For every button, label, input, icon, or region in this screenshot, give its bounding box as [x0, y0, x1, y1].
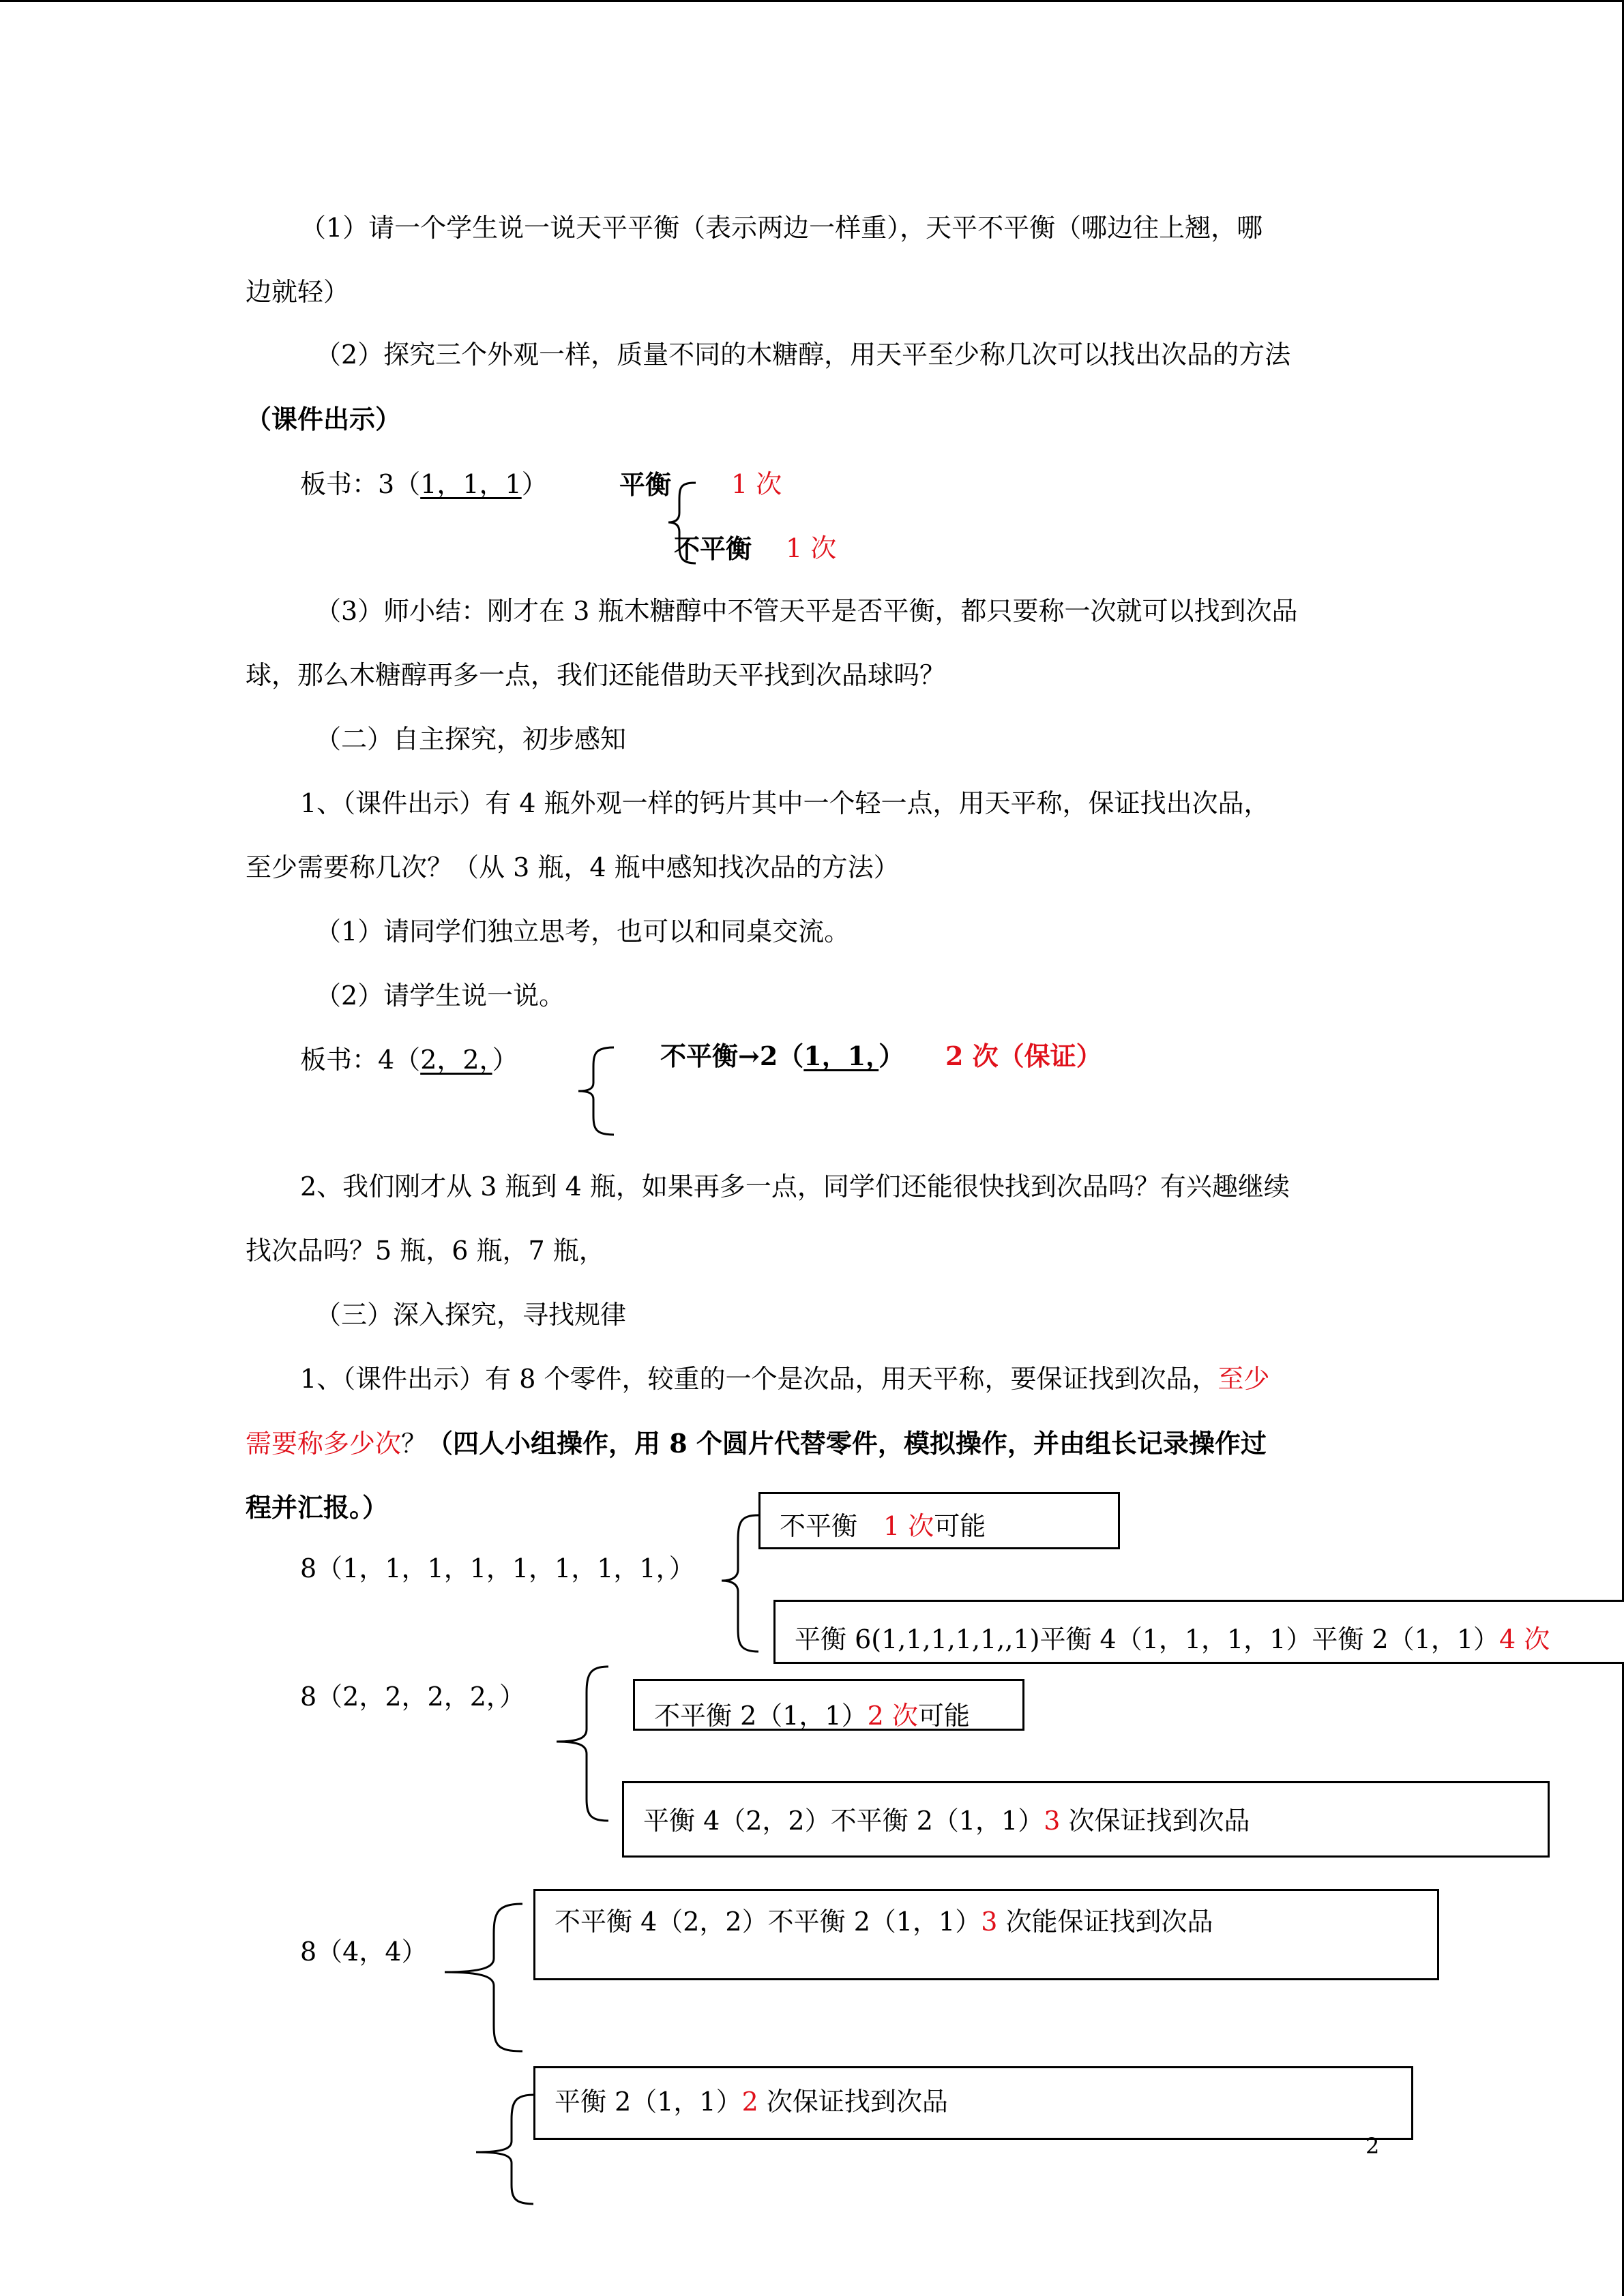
paragraph-7: 2、我们刚才从 3 瓶到 4 瓶，如果再多一点，同学们还能很快找到次品吗？有兴趣继续 — [300, 1172, 1290, 1202]
group-1-label: 8（1，1，1，1，1，1，1，1，） — [300, 1553, 695, 1583]
paragraph-2: （2）探究三个外观一样，质量不同的木糖醇，用天平至少称几次可以找出次品的方法 — [315, 340, 1291, 370]
group-2-box-balanced: 平衡 4（2，2）不平衡 2（1，1）3 次保证找到次品 — [622, 1781, 1550, 1858]
paragraph-6: （2）请学生说一说。 — [315, 981, 565, 1011]
paragraph-8-cont: 需要称多少次？（四人小组操作，用 8 个圆片代替零件，模拟操作，并由组长记录操作过 — [246, 1428, 1267, 1459]
group-3-label: 8（4，4） — [300, 1937, 428, 1967]
board-note-2: 板书：4（2，2，） — [300, 1045, 518, 1075]
paragraph-5: （1）请同学们独立思考，也可以和同桌交流。 — [315, 916, 851, 946]
group-2-label: 8（2，2，2，2，） — [300, 1682, 525, 1712]
paragraph-7-cont: 找次品吗？5 瓶，6 瓶，7 瓶， — [246, 1236, 605, 1266]
board-note-1-times-1: 1 次 — [731, 469, 782, 499]
group-3-brace — [441, 1896, 529, 2059]
section-2-heading: （二）自主探究，初步感知 — [315, 724, 627, 754]
board-note-2-brace — [566, 1043, 621, 1139]
board-note-2-branch: 不平衡→2（1，1，） — [660, 1041, 905, 1071]
paragraph-8-cont-2: 程并汇报。） — [246, 1492, 389, 1523]
paragraph-4: 1、（课件出示）有 4 瓶外观一样的钙片其中一个轻一点，用天平称，保证找出次品， — [300, 788, 1270, 818]
board-note-1-balance: 平衡 — [619, 469, 672, 500]
group-1-brace — [709, 1507, 764, 1657]
group-2-brace — [552, 1663, 614, 1826]
paragraph-1-cont: 边就轻） — [246, 277, 350, 307]
board-note-1: 板书：3（1，1，1） — [300, 469, 548, 499]
board-note-1-unbalance: 不平衡 — [674, 533, 752, 564]
board-note-2-result: 2 次（保证） — [945, 1041, 1102, 1071]
paragraph-1: （1）请一个学生说一说天平平衡（表示两边一样重），天平不平衡（哪边往上翘，哪 — [300, 213, 1263, 243]
top-border — [0, 0, 1624, 2]
group-3-box-balanced: 平衡 2（1，1）2 次保证找到次品 — [533, 2066, 1413, 2140]
group-1-box-unbalanced: 不平衡 1 次可能 — [758, 1492, 1120, 1549]
paragraph-3: （3）师小结：刚才在 3 瓶木糖醇中不管天平是否平衡，都只要称一次就可以找到次品 — [315, 596, 1298, 626]
group-2-box-unbalanced: 不平衡 2（1，1）2 次可能 — [633, 1679, 1024, 1731]
paragraph-4-cont: 至少需要称几次？（从 3 瓶，4 瓶中感知找次品的方法） — [246, 852, 900, 882]
group-1-box-balanced: 平衡 6(1,1,1,1,1,,1)平衡 4（1，1，1，1）平衡 2（1，1）4 次 — [773, 1600, 1624, 1664]
group-3-box-unbalanced: 不平衡 4（2，2）不平衡 2（1，1）3 次能保证找到次品 — [533, 1889, 1439, 1980]
paragraph-2-cont: （课件出示） — [246, 404, 402, 434]
section-3-heading: （三）深入探究，寻找规律 — [315, 1300, 627, 1330]
paragraph-8: 1、（课件出示）有 8 个零件，较重的一个是次品，用天平称，要保证找到次品，至少 — [300, 1364, 1270, 1394]
paragraph-3-cont: 球，那么木糖醇再多一点，我们还能借助天平找到次品球吗？ — [246, 660, 946, 690]
page-number: 2 — [1365, 2133, 1380, 2159]
board-note-1-times-2: 1 次 — [786, 533, 837, 563]
